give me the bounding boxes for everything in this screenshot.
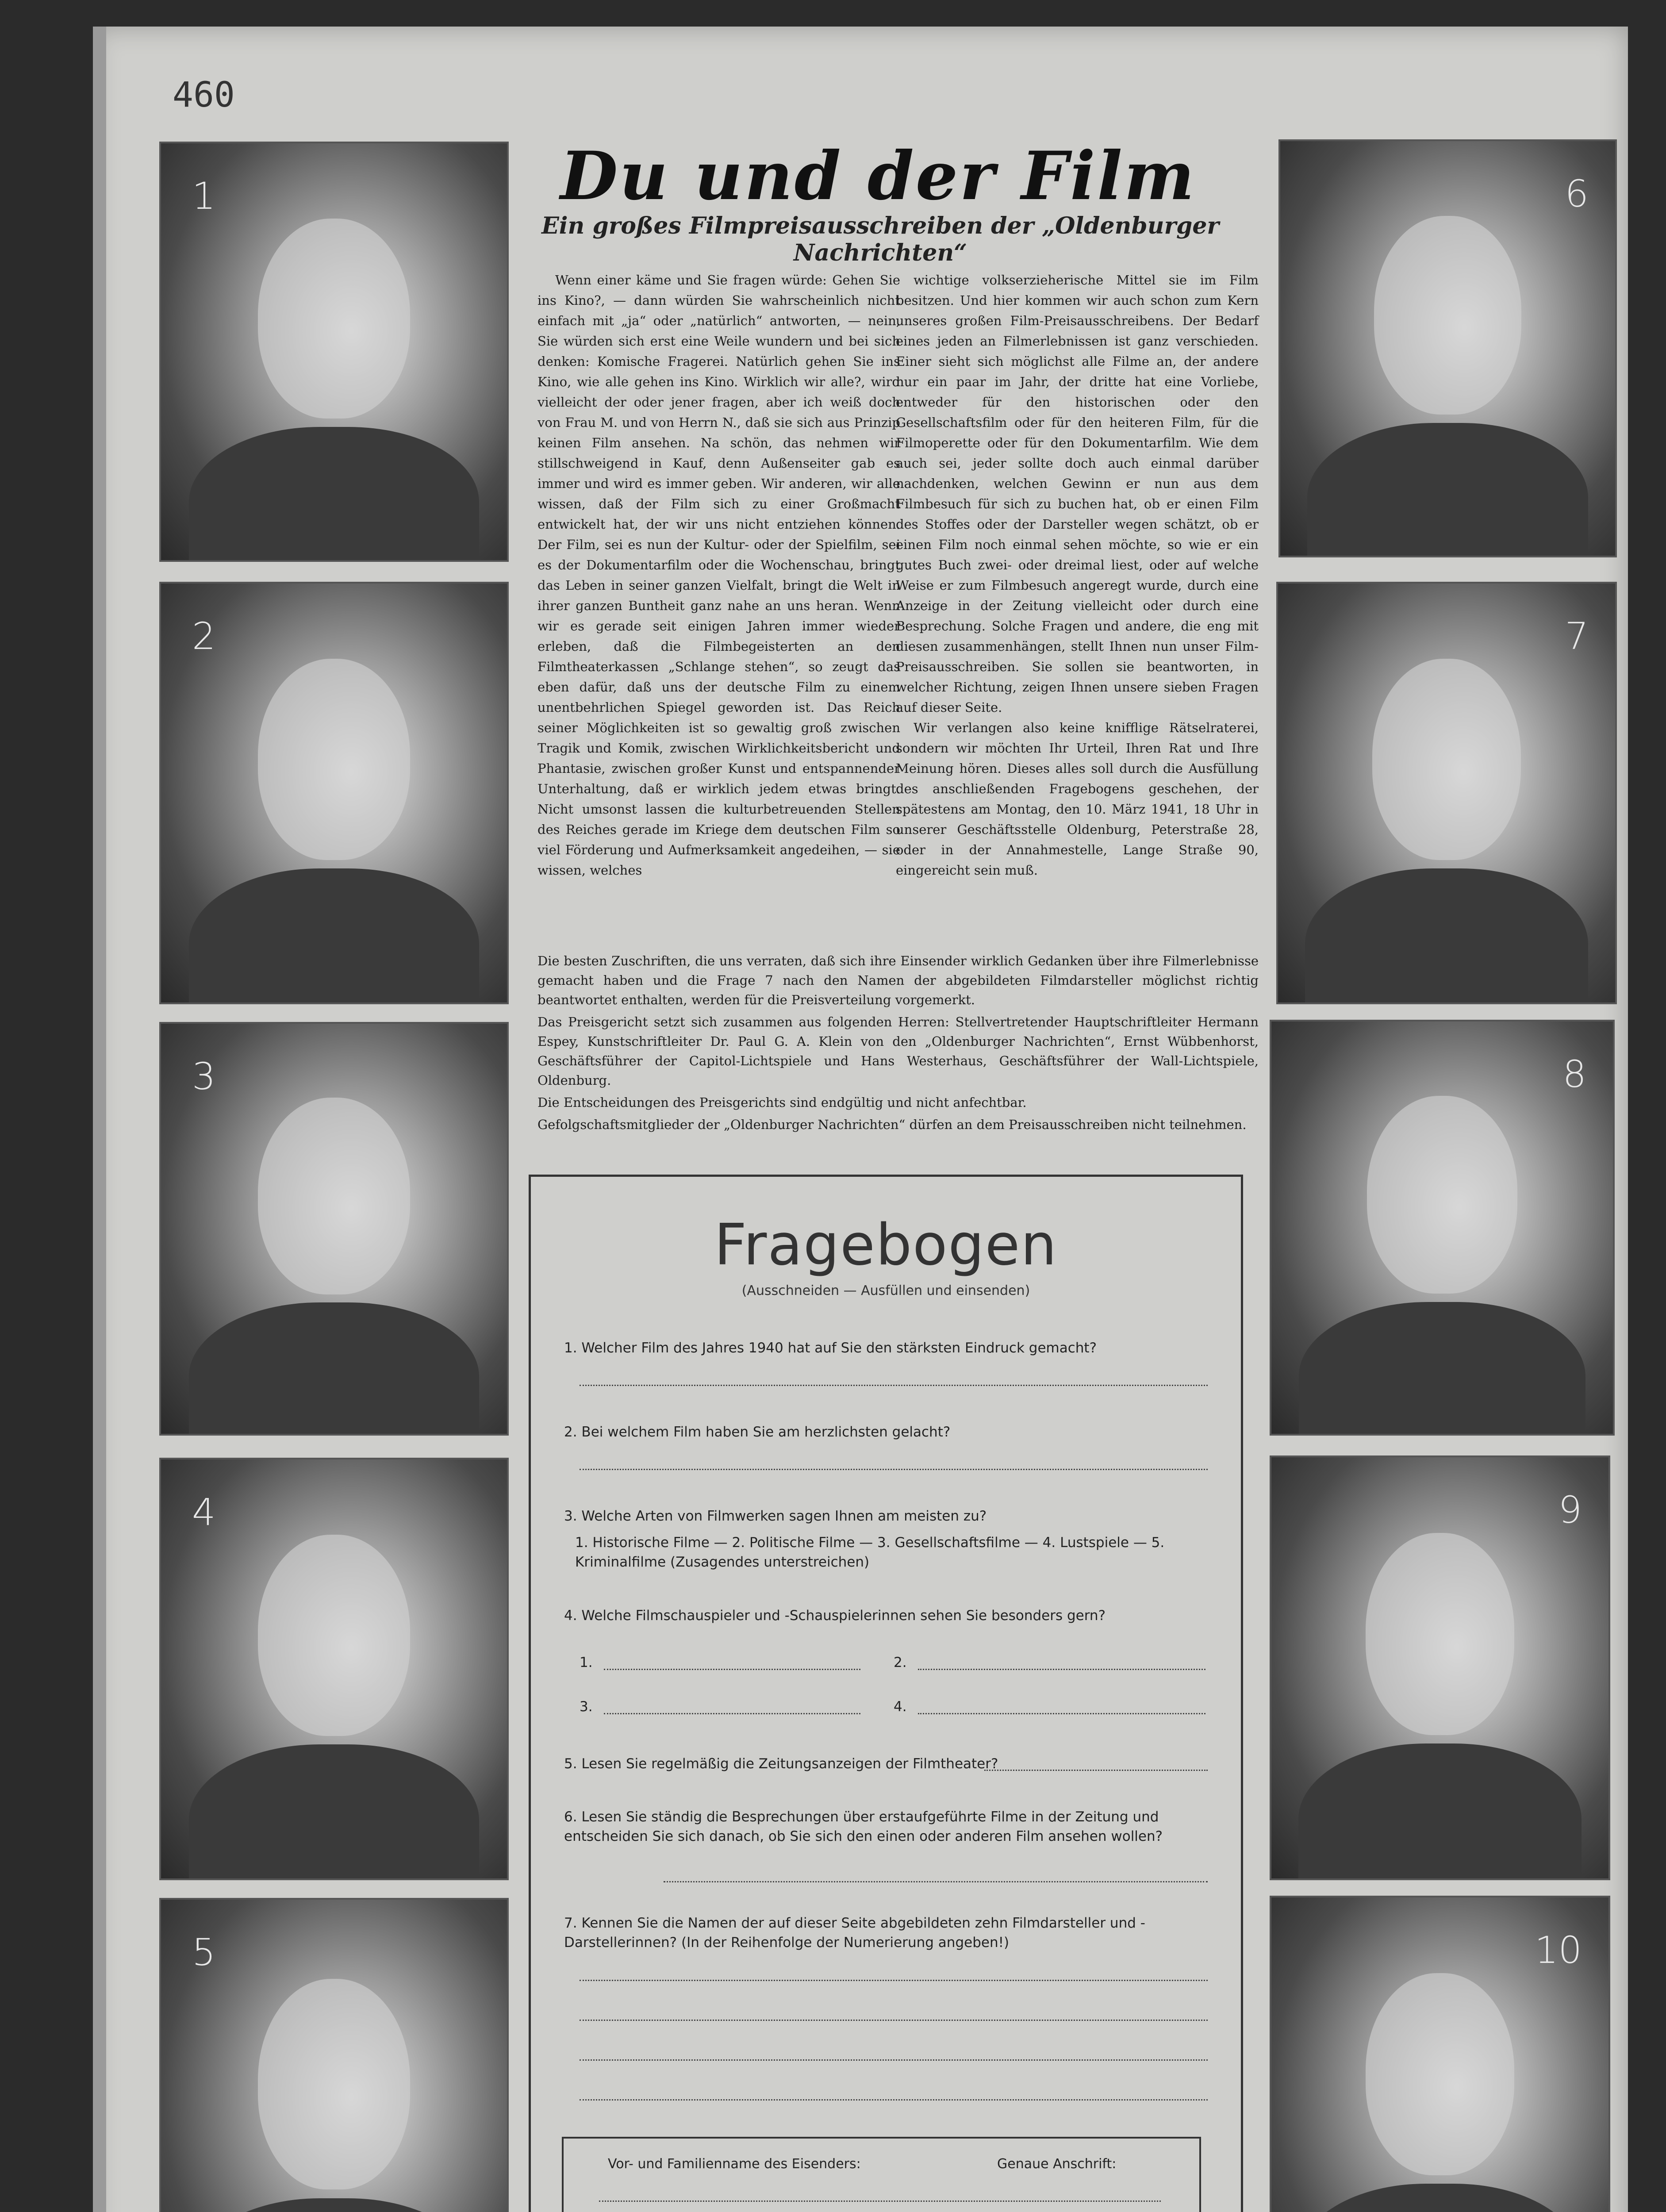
- article-paragraph: Gefolgschaftsmitglieder der „Oldenburger Nachrichten“ dürfen an dem Preisausschreiben nicht teilnehmen.: [537, 1117, 1247, 1132]
- question-4: 4. Welche Filmschauspieler und -Schauspielerinnen sehen Sie besonders gern?: [564, 1608, 1106, 1624]
- actor-photo-4: [159, 1458, 509, 1880]
- actor-photo-9: [1270, 1455, 1610, 1880]
- article-footer: [537, 951, 1259, 1137]
- photo-face: [1372, 659, 1520, 860]
- question-6: 6. Lesen Sie ständig die Besprechungen über erstaufgeführte Filme in der Zeitung und entscheiden Sie sich danach, ob Sie sich den einen oder anderen Film ansehen wollen?: [564, 1809, 1163, 1844]
- photo-number: 10: [1535, 1928, 1582, 1972]
- question-7: 7. Kennen Sie die Namen der auf dieser Seite abgebildeten zehn Filmdarsteller und -Darstellerinnen? (In der Reihenfolge der Numerierung angeben!): [564, 1915, 1145, 1951]
- photo-body: [189, 2198, 480, 2212]
- photo-number: 8: [1562, 1052, 1586, 1096]
- page-edge: [93, 27, 106, 2212]
- answer-slot-label: 4.: [894, 1699, 907, 1715]
- answer-line[interactable]: [664, 1881, 1208, 1882]
- photo-face: [258, 1098, 410, 1294]
- answer-line[interactable]: [580, 1980, 1208, 1981]
- photo-face: [258, 1979, 410, 2189]
- questionnaire-instructions: (Ausschneiden — Ausfüllen und einsenden): [741, 1283, 1030, 1298]
- actor-photo-10: [1270, 1896, 1610, 2212]
- article-column-2: [896, 270, 1259, 880]
- headline: Du und der Film: [560, 137, 1196, 215]
- question-3-options[interactable]: 1. Historische Filme — 2. Politische Filme — 3. Gesellschaftsfilme — 4. Lustspiele — 5. Kriminalfilme (Zusagendes unterstreichen): [575, 1535, 1165, 1570]
- sender-box: [562, 2137, 1201, 2212]
- answer-line[interactable]: [580, 2099, 1208, 2101]
- photo-number: 9: [1558, 1488, 1582, 1532]
- answer-line[interactable]: [604, 1669, 860, 1670]
- answer-line[interactable]: [580, 2059, 1208, 2061]
- photo-number: 3: [192, 1055, 216, 1098]
- photo-body: [1298, 2184, 1582, 2212]
- photo-number: 4: [192, 1490, 216, 1534]
- photo-number: 7: [1565, 614, 1589, 658]
- page-number: 460: [173, 75, 235, 115]
- subheadline: Ein großes Filmpreisausschreiben der „Oldenburger Nachrichten“: [541, 212, 1219, 266]
- actor-photo-8: [1270, 1020, 1615, 1436]
- answer-line[interactable]: [984, 1770, 1208, 1771]
- answer-slot-label: 3.: [580, 1699, 593, 1715]
- article-paragraph: Das Preisgericht setzt sich zusammen aus folgenden Herren: Stellvertretender Hauptschriftleiter Hermann Espey, Kunstschriftleiter Dr. Paul G. A. Klein von den „Oldenburger Nachrichten“, Ernst Wübbenhorst, Geschäftsführer der Capitol-Lichtspiele und Hans Westerhaus, Geschäftsführer der Wall-Lichtspiele, Oldenburg.: [537, 1014, 1259, 1088]
- actor-photo-6: [1278, 139, 1617, 557]
- photo-face: [1366, 1533, 1514, 1735]
- answer-line[interactable]: [580, 2020, 1208, 2021]
- photo-body: [189, 427, 480, 562]
- photo-face: [258, 659, 410, 860]
- sender-name-label: Vor- und Familienname des Eisenders:: [608, 2156, 861, 2172]
- question-3: 3. Welche Arten von Filmwerken sagen Ihnen am meisten zu?: [564, 1508, 987, 1524]
- photo-body: [1299, 1302, 1585, 1436]
- photo-number: 2: [192, 614, 216, 658]
- photo-number: 5: [192, 1931, 216, 1974]
- actor-photo-1: [159, 142, 509, 562]
- actor-photo-2: [159, 582, 509, 1004]
- answer-line[interactable]: [918, 1713, 1205, 1714]
- photo-body: [1307, 423, 1589, 557]
- article-paragraph: Die Entscheidungen des Preisgerichts sind endgültig und nicht anfechtbar.: [537, 1095, 1027, 1110]
- answer-line[interactable]: [599, 2200, 1161, 2202]
- photo-face: [258, 219, 410, 419]
- actor-photo-3: [159, 1022, 509, 1436]
- article-paragraph: wichtige volkserzieherische Mittel sie im Film besitzen. Und hier kommen wir auch schon zum Kern unseres großen Film-Preisausschreibens. Der Bedarf eines jeden an Filmerlebnissen ist ganz verschieden. Einer sieht sich möglichst alle Filme an, der andere nur ein paar im Jahr, der dritte hat eine Vorliebe, entweder für den historischen oder den Gesellschaftsfilm oder für den heiteren Film, für die Filmoperette oder für den Dokumentarfilm. Wie dem auch sei, jeder sollte doch auch einmal darüber nachdenken, welchen Gewinn er nun aus dem Filmbesuch für sich zu buchen hat, ob er einen Film des Stoffes oder der Darsteller wegen schätzt, ob er einen Film noch einmal sehen möchte, so wie er ein gutes Buch zwei- oder dreimal liest, oder auf welche Weise er zum Filmbesuch angeregt wurde, durch eine Anzeige in der Zeitung vielleicht oder durch eine Besprechung. Solche Fragen und andere, die eng mit diesen zusammenhängen, stellt Ihnen nun unser Film-Preisausschreiben. Sie sollen sie beantworten, in welcher Richtung, zeigen Ihnen unsere sieben Fragen auf dieser Seite.: [896, 273, 1259, 715]
- answer-line[interactable]: [580, 1469, 1208, 1470]
- photo-body: [189, 868, 480, 1004]
- photo-number: 1: [192, 174, 216, 218]
- photo-body: [1305, 868, 1588, 1004]
- article-paragraph: Wenn einer käme und Sie fragen würde: Gehen Sie ins Kino?, — dann würden Sie wahrscheinlich nicht einfach mit „ja“ oder „natürlich“ antworten, — nein, Sie würden sich erst eine Weile wundern und bei sich denken: Komische Fragerei. Natürlich gehen Sie ins Kino, wie alle gehen ins Kino. Wirklich wir alle?, wird vielleicht der oder jener fragen, aber ich weiß doch von Frau M. und von Herrn N., daß sie sich aus Prinzip keinen Film ansehen. Na schön, das nehmen wir stillschweigend in Kauf, denn Außenseiter gab es immer und wird es immer geben. Wir anderen, wir alle wissen, daß der Film sich zu einer Großmacht entwickelt hat, der wir uns nicht entziehen können. Der Film, sei es nun der Kultur- oder der Spielfilm, sei es der Dokumentarfilm oder die Wochenschau, bringt das Leben in seiner ganzen Vielfalt, bringt die Welt in ihrer ganzen Buntheit ganz nahe an uns heran. Wenn wir es gerade seit einigen Jahren immer wieder erleben, daß die Filmbegeisterten an den Filmtheaterkassen „Schlange stehen“, so zeugt das eben dafür, daß uns der deutsche Film zu einem unentbehrlichen Spiegel geworden ist. Das Reich seiner Möglichkeiten ist so gewaltig groß zwischen Tragik und Komik, zwischen Wirklichkeitsbericht und Phantasie, zwischen großer Kunst und entspannender Unterhaltung, daß er wirklich jedem etwas bringt. Nicht umsonst lassen die kulturbetreuenden Stellen des Reiches gerade im Kriege dem deutschen Film so viel Förderung und Aufmerksamkeit angedeihen, — sie wissen, welches: [537, 273, 900, 878]
- sender-address-label: Genaue Anschrift:: [997, 2156, 1117, 2172]
- questionnaire: [529, 1175, 1243, 2212]
- photo-face: [258, 1535, 410, 1736]
- article-paragraph: Wir verlangen also keine knifflige Rätselraterei, sondern wir möchten Ihr Urteil, Ihren Rat und Ihre Meinung hören. Dieses alles soll durch die Ausfüllung des anschließenden Fragebogens geschehen, der spätestens am Montag, den 10. März 1941, 18 Uhr in unserer Geschäftsstelle Oldenburg, Peterstraße 28, oder in der Annahmestelle, Lange Straße 90, eingereicht sein muß.: [896, 720, 1259, 878]
- answer-line[interactable]: [580, 1385, 1208, 1386]
- answer-line[interactable]: [604, 1713, 860, 1714]
- question-2: 2. Bei welchem Film haben Sie am herzlichsten gelacht?: [564, 1424, 951, 1440]
- photo-face: [1374, 216, 1521, 415]
- answer-slot-label: 1.: [580, 1655, 593, 1671]
- photo-body: [1298, 1743, 1582, 1880]
- photo-face: [1366, 1973, 1514, 2175]
- photo-number: 6: [1565, 172, 1589, 215]
- photo-face: [1367, 1096, 1517, 1294]
- actor-photo-5: [159, 1898, 509, 2212]
- article-paragraph: Die besten Zuschriften, die uns verraten, daß sich ihre Einsender wirklich Gedanken über ihre Filmerlebnisse gemacht haben und die Frage 7 nach den Namen der abgebildeten Filmdarsteller möglichst richtig beantwortet enthalten, werden für die Preisverteilung vorgemerkt.: [537, 953, 1259, 1007]
- photo-body: [189, 1302, 480, 1436]
- question-5: 5. Lesen Sie regelmäßig die Zeitungsanzeigen der Filmtheater?: [564, 1756, 998, 1772]
- actor-photo-7: [1276, 582, 1617, 1004]
- questionnaire-title: Fragebogen: [714, 1212, 1058, 1278]
- question-1: 1. Welcher Film des Jahres 1940 hat auf Sie den stärksten Eindruck gemacht?: [564, 1340, 1097, 1356]
- photo-body: [189, 1744, 480, 1880]
- article-column-1: [537, 270, 900, 880]
- answer-line[interactable]: [918, 1669, 1205, 1670]
- answer-slot-label: 2.: [894, 1655, 907, 1671]
